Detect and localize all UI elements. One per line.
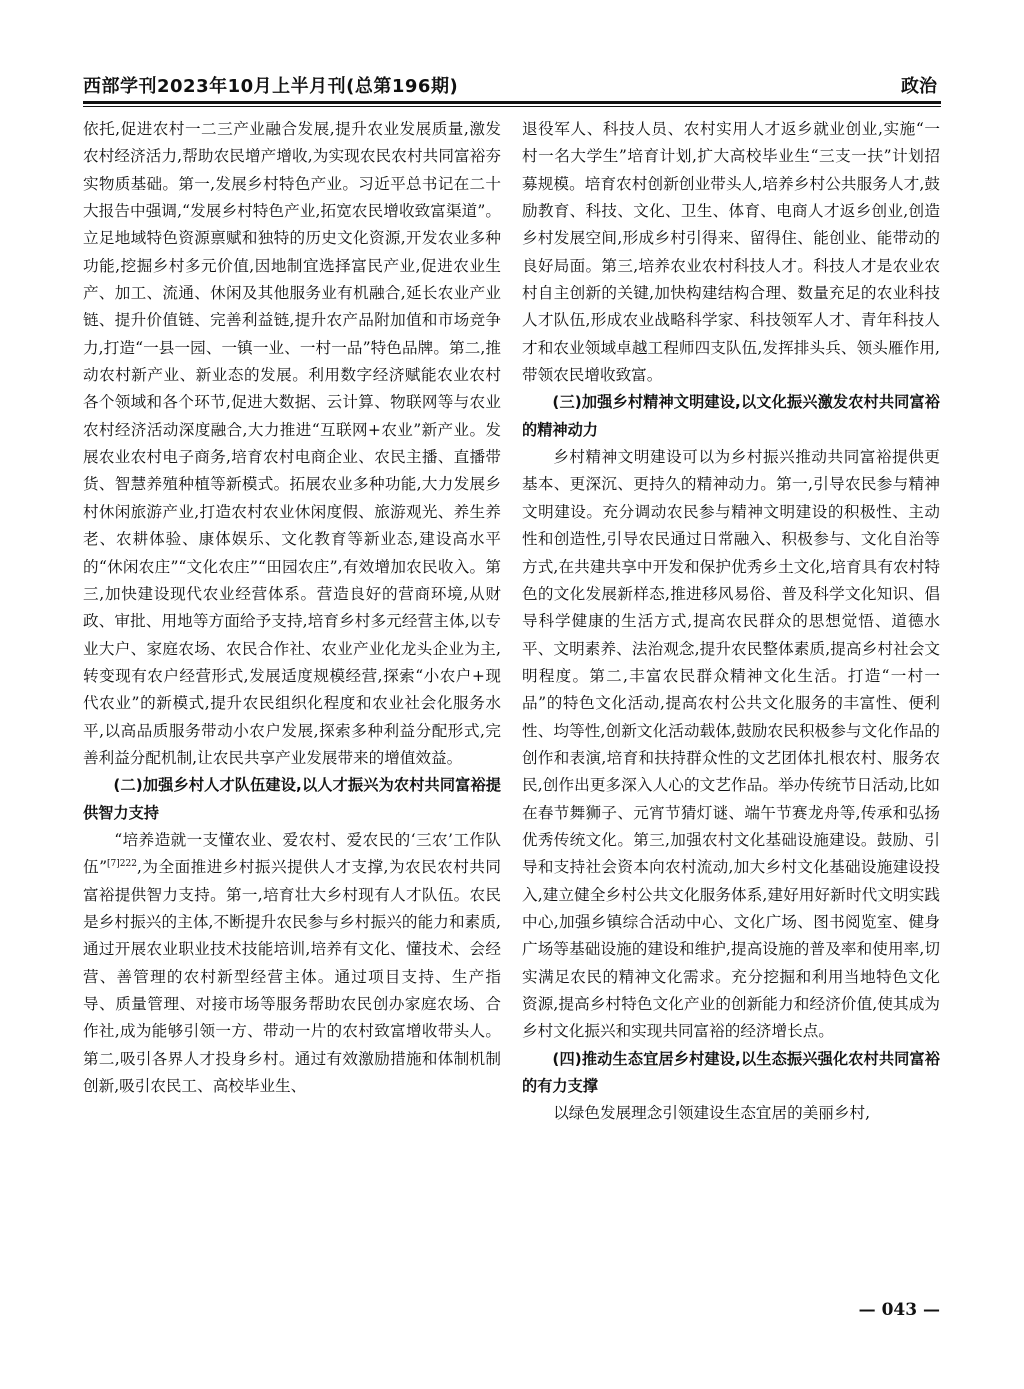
- paragraph: 乡村精神文明建设可以为乡村振兴推动共同富裕提供更基本、更深沉、更持久的精神动力。第一,引导农民参与精神文明建设。充分调动农民参与精神文明建设的积极性、主动性和创造性,引导农民通过日常融入、积极参与、文化自治等方式,在共建共享中开发和保护优秀乡土文化,培育具有农村特色的文化发展新样态,推进移风易俗、普及科学文化知识、倡导科学健康的生活方式,提高农民群众的思想觉悟、道德水平、文明素养、法治观念,提升农民整体素质,提高乡村社会文明程度。第二,丰富农民群众精神文化生活。打造“一村一品”的特色文化活动,提高农村公共文化服务的丰富性、便利性、均等性,创新文化活动载体,鼓励农民积极参与文化作品的创作和表演,培育和扶持群众性的文艺团体扎根农村、服务农民,创作出更多深入人心的文艺作品。举办传统节日活动,比如在春节舞狮子、元宵节猜灯谜、端午节赛龙舟等,传承和弘扬优秀传统文化。第三,加强农村文化基础设施建设。鼓励、引导和支持社会资本向农村流动,加大乡村文化基础设施建设投入,建立健全乡村公共文化服务体系,建好用好新时代文明实践中心,加强乡镇综合活动中心、文化广场、图书阅览室、健身广场等基础设施的建设和维护,提高设施的普及率和使用率,切实满足农民的精神文化需求。充分挖掘和利用当地特色文化资源,提高乡村特色文化产业的创新能力和经济价值,使其成为乡村文化振兴和实现共同富裕的经济增长点。: [522, 448, 940, 1041]
- section-heading-4: (四)推动生态宜居乡村建设,以生态振兴强化农村共同富裕的有力支撑: [522, 1049, 940, 1096]
- running-header: [83, 70, 941, 102]
- right-column: [522, 116, 940, 1128]
- header-rule-thin: [83, 106, 941, 107]
- left-column: [83, 116, 501, 1100]
- paragraph: 依托,促进农村一二三产业融合发展,提升农业发展质量,激发农村经济活力,帮助农民增产增收,为实现农民农村共同富裕夯实物质基础。第一,发展乡村特色产业。习近平总书记在二十大报告中强调,“发展乡村特色产业,拓宽农民增收致富渠道”。立足地域特色资源禀赋和独特的历史文化资源,开发农业多种功能,挖掘乡村多元价值,因地制宜选择富民产业,促进农业生产、加工、流通、休闲及其他服务业有机融合,延长农业产业链、提升价值链、完善利益链,提升农产品附加值和市场竞争力,打造“一县一园、一镇一业、一村一品”特色品牌。第二,推动农村新产业、新业态的发展。利用数字经济赋能农业农村各个领域和各个环节,促进大数据、云计算、物联网等与农业农村经济活动深度融合,大力推进“互联网+农业”新产业。发展农业农村电子商务,培育农村电商企业、农民主播、直播带货、智慧养殖种植等新模式。拓展农业多种功能,大力发展乡村休闲旅游产业,打造农村农业休闲度假、旅游观光、养生养老、农耕体验、康体娱乐、文化教育等新业态,建设高水平的“休闲农庄”“文化农庄”“田园农庄”,有效增加农民收入。第三,加快建设现代农业经营体系。营造良好的营商环境,从财政、审批、用地等方面给予支持,培育乡村多元经营主体,以专业大户、家庭农场、农民合作社、农业产业化龙头企业为主,转变现有农户经营形式,发展适度规模经营,探索“小农户+现代农业”的新模式,提升农民组织化程度和农业社会化服务水平,以高品质服务带动小农户发展,探索多种利益分配形式,完善利益分配机制,让农民共享产业发展带来的增值效益。: [83, 120, 501, 767]
- paragraph-text: ,为全面推进乡村振兴提供人才支撑,为农民农村共同富裕提供智力支持。第一,培育壮大乡村现有人才队伍。农民是乡村振兴的主体,不断提升农民参与乡村振兴的能力和素质,通过开展农业职业技术技能培训,培养有文化、懂技术、会经营、善管理的农村新型经营主体。通过项目支持、生产指导、质量管理、对接市场等服务帮助农民创办家庭农场、合作社,成为能够引领一方、带动一片的农村致富增收带头人。第二,吸引各界人才投身乡村。通过有效激励措施和体制机制创新,吸引农民工、高校毕业生、: [83, 858, 501, 1096]
- section-heading-3: (三)加强乡村精神文明建设,以文化振兴激发农村共同富裕的精神动力: [522, 393, 940, 439]
- paragraph: 以绿色发展理念引领建设生态宜居的美丽乡村,: [553, 1104, 871, 1123]
- citation: [7]222: [107, 859, 137, 870]
- section-heading-2: (二)加强乡村人才队伍建设,以人才振兴为农村共同富裕提供智力支持: [83, 776, 501, 822]
- section-label: 政治: [901, 76, 937, 97]
- quote-text: “培养造就一支懂农业、爱农村、爱农民的‘三农’工作队伍”: [83, 830, 501, 877]
- journal-title: 西部学刊2023年10月上半月刊(总第196期): [83, 76, 459, 97]
- header-rule-thick: [83, 101, 941, 104]
- paragraph: [83, 827, 501, 1100]
- page-number: — 043 —: [858, 1300, 940, 1320]
- paragraph: 退役军人、科技人员、农村实用人才返乡就业创业,实施“一村一名大学生”培育计划,扩大高校毕业生“三支一扶”计划招募规模。培育农村创新创业带头人,培养乡村公共服务人才,鼓励教育、科技、文化、卫生、体育、电商人才返乡创业,创造乡村发展空间,形成乡村引得来、留得住、能创业、能带动的良好局面。第三,培养农业农村科技人才。科技人才是农业农村自主创新的关键,加快构建结构合理、数量充足的农业科技人才队伍,形成农业战略科学家、科技领军人才、青年科技人才和农业领域卓越工程师四支队伍,发挥排头兵、领头雁作用,带领农民增收致富。: [522, 120, 940, 385]
